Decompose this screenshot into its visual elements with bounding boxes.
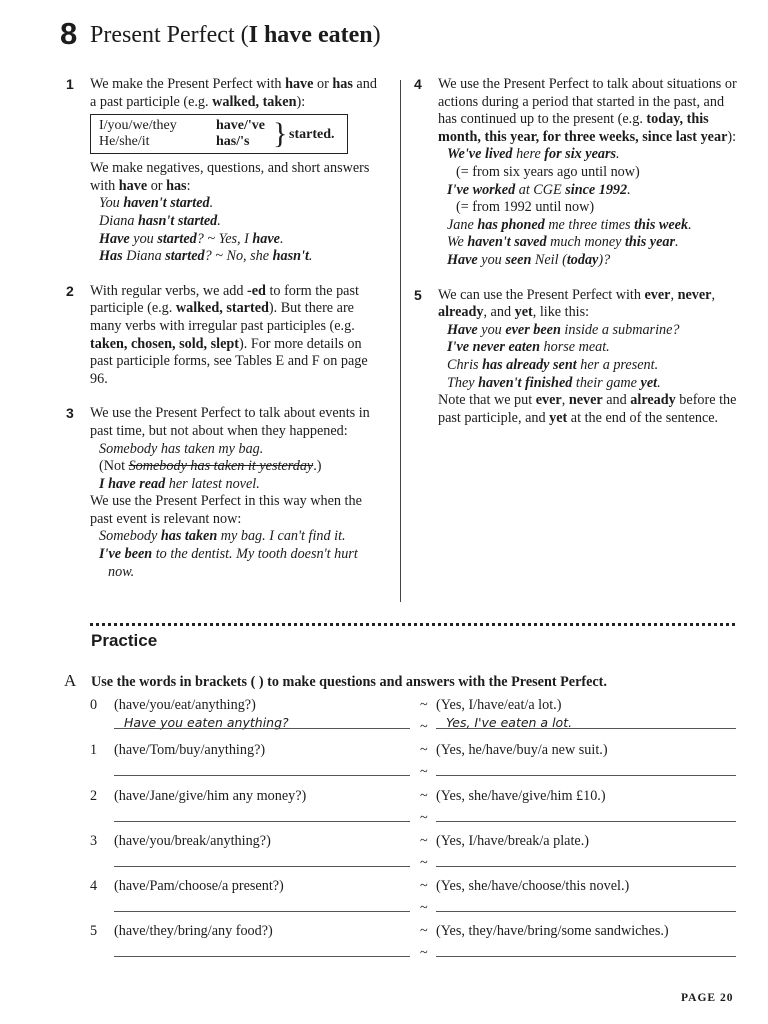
exercise-item <box>0 697 768 737</box>
answer-prompt: (Yes, I/have/eat/a lot.) <box>436 697 562 713</box>
item-number: 0 <box>90 697 98 713</box>
section-text: We use the Present Perfect in this way when the past event is relevant now: <box>90 493 362 527</box>
example: Jane has phoned me three times this week. <box>447 216 692 233</box>
exercise-item <box>0 923 768 963</box>
section-number: 2 <box>66 282 74 299</box>
tilde: ~ <box>420 697 428 713</box>
example: Somebody has taken my bag. I can't find it. <box>99 528 346 545</box>
example-note: (= from 1992 until now) <box>456 199 595 216</box>
table-verb: started. <box>289 127 335 143</box>
example: I've worked at CGE since 1992. <box>447 181 631 198</box>
answer-line[interactable] <box>436 956 736 957</box>
question-prompt: (have/you/break/anything?) <box>114 833 271 849</box>
tilde: ~ <box>420 764 428 780</box>
answer-prompt: (Yes, I/have/break/a plate.) <box>436 833 589 849</box>
example: We haven't saved much money this year. <box>447 234 679 251</box>
exercise-item <box>0 833 768 873</box>
handwritten-question: Have you eaten anything? <box>124 715 289 730</box>
title-bold: I have eaten <box>248 22 373 48</box>
example: They haven't finished their game yet. <box>447 374 661 391</box>
tilde: ~ <box>420 923 428 939</box>
question-answer-line[interactable] <box>114 728 410 729</box>
item-number: 5 <box>90 923 98 939</box>
exercise-item <box>0 788 768 828</box>
tilde: ~ <box>420 788 428 804</box>
tilde: ~ <box>420 833 428 849</box>
question-prompt: (have/Tom/buy/anything?) <box>114 742 266 758</box>
section-number: 1 <box>66 76 74 92</box>
exercise-item <box>0 742 768 782</box>
tilde: ~ <box>420 878 428 894</box>
example: Somebody has taken my bag. <box>99 440 264 457</box>
practice-heading: Practice <box>91 631 158 650</box>
section-text: With regular verbs, we add -ed to form the past participle (e.g. walked, started). But there are many verbs with irregular past participles (e.g. taken, chosen, sold, slept). For more details on past participle forms, see Tables E and F on page 96. <box>90 282 368 387</box>
tilde: ~ <box>420 810 428 826</box>
handwritten-answer: Yes, I've eaten a lot. <box>446 715 573 730</box>
right-column <box>414 76 744 442</box>
question-answer-line[interactable] <box>114 911 410 912</box>
section-4 <box>414 76 744 270</box>
section-text: We make the Present Perfect with have or has and a past participle (e.g. walked, taken): <box>90 76 377 110</box>
question-prompt: (have/they/bring/any food?) <box>114 923 273 939</box>
section-number: 4 <box>414 76 422 92</box>
section-text: We use the Present Perfect to talk about situations or actions during a period that started in the past, and has continued up to the present (e.g. today, this month, this year, for three weeks, since last year): <box>438 76 737 145</box>
item-number: 2 <box>90 788 98 804</box>
page-number: PAGE 20 <box>681 992 734 1004</box>
answer-line[interactable] <box>436 911 736 912</box>
section-text: We use the Present Perfect to talk about events in past time, but not about when they happened: <box>90 405 370 439</box>
dotted-divider <box>90 623 735 626</box>
example: I have read her latest novel. <box>99 475 260 492</box>
answer-prompt: (Yes, she/have/choose/this novel.) <box>436 878 630 894</box>
tilde: ~ <box>420 719 428 735</box>
table-subjects: I/you/we/they He/she/it <box>99 118 177 150</box>
left-column <box>66 76 386 596</box>
answer-prompt: (Yes, he/have/buy/a new suit.) <box>436 742 608 758</box>
answer-line[interactable] <box>436 728 736 729</box>
question-prompt: (have/Pam/choose/a present?) <box>114 878 284 894</box>
section-text: We can use the Present Perfect with ever, never, already, and yet, like this: <box>438 286 716 321</box>
brace-icon: } <box>273 117 288 151</box>
conjugation-table <box>90 114 348 154</box>
section-number: 3 <box>66 405 74 422</box>
answer-line[interactable] <box>436 866 736 867</box>
tilde: ~ <box>420 900 428 916</box>
title-plain: Present Perfect ( <box>90 22 249 48</box>
example: I've never eaten horse meat. <box>447 339 610 356</box>
example: Chris has already sent her a present. <box>447 356 659 373</box>
example: You haven't started. <box>99 195 214 212</box>
tilde: ~ <box>420 855 428 871</box>
item-number: 1 <box>90 742 98 758</box>
section-5 <box>414 287 744 428</box>
item-number: 3 <box>90 833 98 849</box>
tilde: ~ <box>420 945 428 961</box>
example: Diana hasn't started. <box>99 212 221 229</box>
table-auxiliaries: have/'ve has/'s <box>216 118 265 150</box>
answer-prompt: (Yes, they/have/bring/some sandwiches.) <box>436 923 669 939</box>
exercise-instruction: Use the words in brackets ( ) to make questions and answers with the Present Perfect. <box>91 674 607 690</box>
example-note: (= from six years ago until now) <box>456 163 640 180</box>
example: now. <box>108 563 135 580</box>
example: We've lived here for six years. <box>447 146 620 163</box>
page-title <box>90 20 381 50</box>
question-answer-line[interactable] <box>114 866 410 867</box>
example: I've been to the dentist. My tooth doesn't hurt <box>99 546 358 563</box>
question-prompt: (have/Jane/give/him any money?) <box>114 788 307 804</box>
example: Have you ever been inside a submarine? <box>447 321 680 338</box>
section-text: We make negatives, questions, and short answers with have or has: <box>90 160 370 194</box>
question-answer-line[interactable] <box>114 821 410 822</box>
section-2 <box>66 283 386 389</box>
answer-line[interactable] <box>436 821 736 822</box>
item-number: 4 <box>90 878 98 894</box>
title-close: ) <box>372 22 381 48</box>
section-1 <box>66 76 386 266</box>
tilde: ~ <box>420 742 428 758</box>
example: Has Diana started? ~ No, she hasn't. <box>99 248 313 265</box>
unit-number: 8 <box>60 16 78 51</box>
section-3 <box>66 405 386 581</box>
section-text: Note that we put ever, never and already before the past participle, and yet at the end of the sentence. <box>438 392 737 426</box>
question-answer-line[interactable] <box>114 775 410 776</box>
exercise-item <box>0 878 768 918</box>
exercise-letter: A <box>64 671 77 690</box>
example: Have you started? ~ Yes, I have. <box>99 230 284 247</box>
answer-line[interactable] <box>436 775 736 776</box>
answer-prompt: (Yes, she/have/give/him £10.) <box>436 788 606 804</box>
example: Have you seen Neil (today)? <box>447 251 611 268</box>
question-prompt: (have/you/eat/anything?) <box>114 697 256 713</box>
section-number: 5 <box>414 286 422 303</box>
question-answer-line[interactable] <box>114 956 410 957</box>
example: (Not Somebody has taken it yesterday.) <box>99 458 322 475</box>
column-divider <box>400 80 401 602</box>
